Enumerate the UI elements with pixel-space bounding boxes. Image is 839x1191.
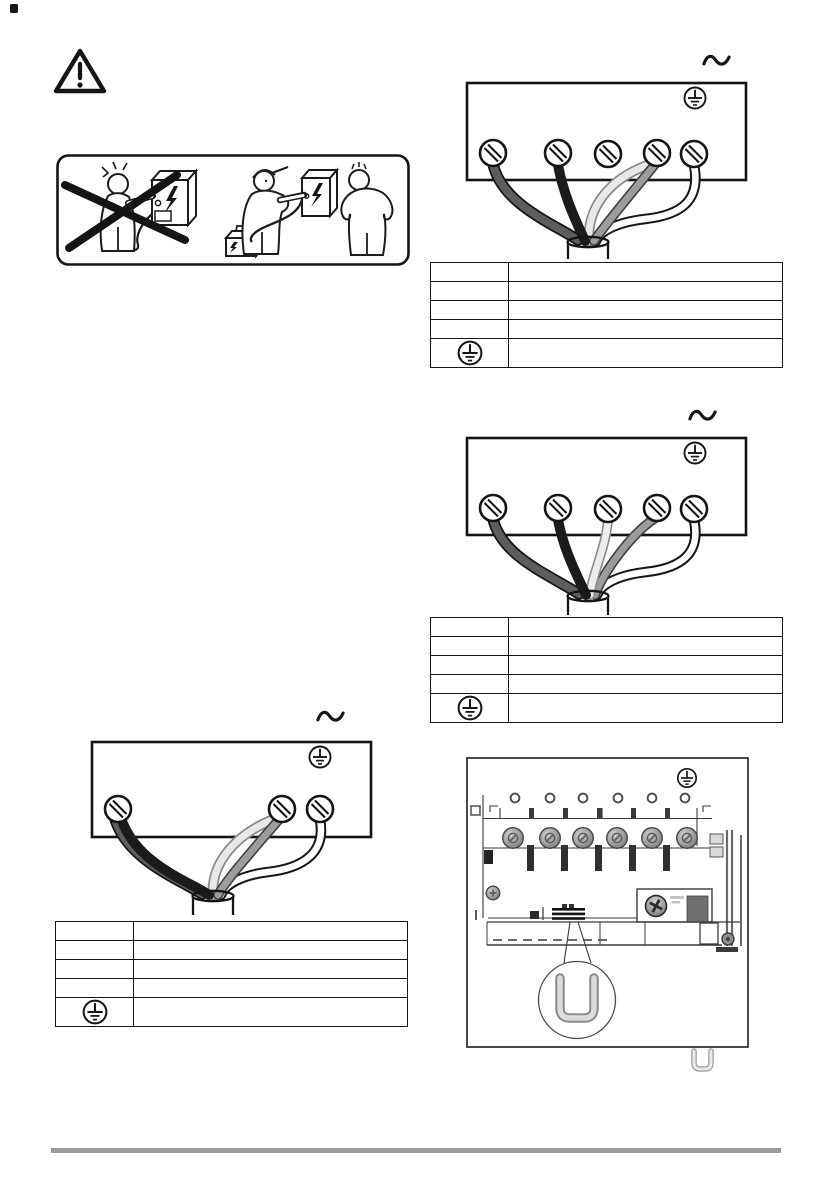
legend-key-cell xyxy=(56,922,134,940)
legend-value-cell xyxy=(134,922,407,940)
ground-icon xyxy=(457,340,483,366)
legend-row xyxy=(56,979,407,998)
legend-value-cell xyxy=(509,637,782,655)
legend-value-cell xyxy=(134,960,407,978)
fixing-screw xyxy=(722,933,734,945)
legend-value-cell xyxy=(509,339,782,367)
legend-key-cell xyxy=(431,618,509,636)
print-mark xyxy=(10,4,18,13)
legend-row xyxy=(56,941,407,960)
legend-key-cell xyxy=(431,675,509,693)
legend-value-cell xyxy=(509,263,782,281)
legend-value-cell xyxy=(134,941,407,959)
ground-icon xyxy=(310,747,331,768)
legend-key-cell xyxy=(56,979,134,997)
wiring-legend-table-2 xyxy=(430,617,783,723)
ground-icon xyxy=(678,769,696,787)
legend-value-cell xyxy=(509,618,782,636)
wiring-legend-table-3 xyxy=(55,921,408,1027)
legend-key-cell xyxy=(431,320,509,338)
legend-value-cell xyxy=(134,979,407,997)
component-block xyxy=(637,889,712,922)
wiring-diagram-2 xyxy=(430,395,790,617)
legend-row xyxy=(431,656,782,675)
legend-ground-cell xyxy=(56,998,134,1026)
ground-icon xyxy=(685,443,706,464)
legend-value-cell xyxy=(509,694,782,722)
legend-row xyxy=(56,998,407,1026)
legend-key-cell xyxy=(56,960,134,978)
legend-key-cell xyxy=(56,941,134,959)
page-divider xyxy=(51,1148,781,1153)
legend-key-cell xyxy=(431,282,509,300)
legend-value-cell xyxy=(509,656,782,674)
legend-key-cell xyxy=(431,301,509,319)
legend-row xyxy=(56,960,407,979)
junction-box-figure xyxy=(460,750,760,1080)
wiring-diagram-3 xyxy=(55,700,415,918)
ac-symbol-icon xyxy=(704,56,729,64)
legend-value-cell xyxy=(509,675,782,693)
ground-icon xyxy=(457,695,483,721)
cable-clamp-small-icon xyxy=(694,1051,711,1069)
legend-row xyxy=(431,282,782,301)
legend-row xyxy=(431,263,782,282)
legend-row xyxy=(56,922,407,941)
legend-ground-cell xyxy=(431,694,509,722)
safety-illustration xyxy=(56,154,410,267)
legend-row xyxy=(431,618,782,637)
legend-row xyxy=(431,339,782,367)
legend-row xyxy=(431,301,782,320)
wiring-diagram-1 xyxy=(430,45,790,261)
warning-triangle-icon xyxy=(53,47,107,95)
wiring-legend-table-1 xyxy=(430,262,783,368)
legend-key-cell xyxy=(431,263,509,281)
ac-symbol-icon xyxy=(690,411,715,419)
legend-row xyxy=(431,675,782,694)
ground-icon xyxy=(82,999,108,1025)
legend-key-cell xyxy=(431,637,509,655)
legend-row xyxy=(431,694,782,722)
legend-value-cell xyxy=(509,282,782,300)
legend-value-cell xyxy=(134,998,407,1026)
legend-row xyxy=(431,320,782,339)
ground-icon xyxy=(685,88,706,109)
legend-value-cell xyxy=(509,301,782,319)
legend-value-cell xyxy=(509,320,782,338)
legend-ground-cell xyxy=(431,339,509,367)
legend-key-cell xyxy=(431,656,509,674)
ac-symbol-icon xyxy=(318,712,343,720)
legend-row xyxy=(431,637,782,656)
